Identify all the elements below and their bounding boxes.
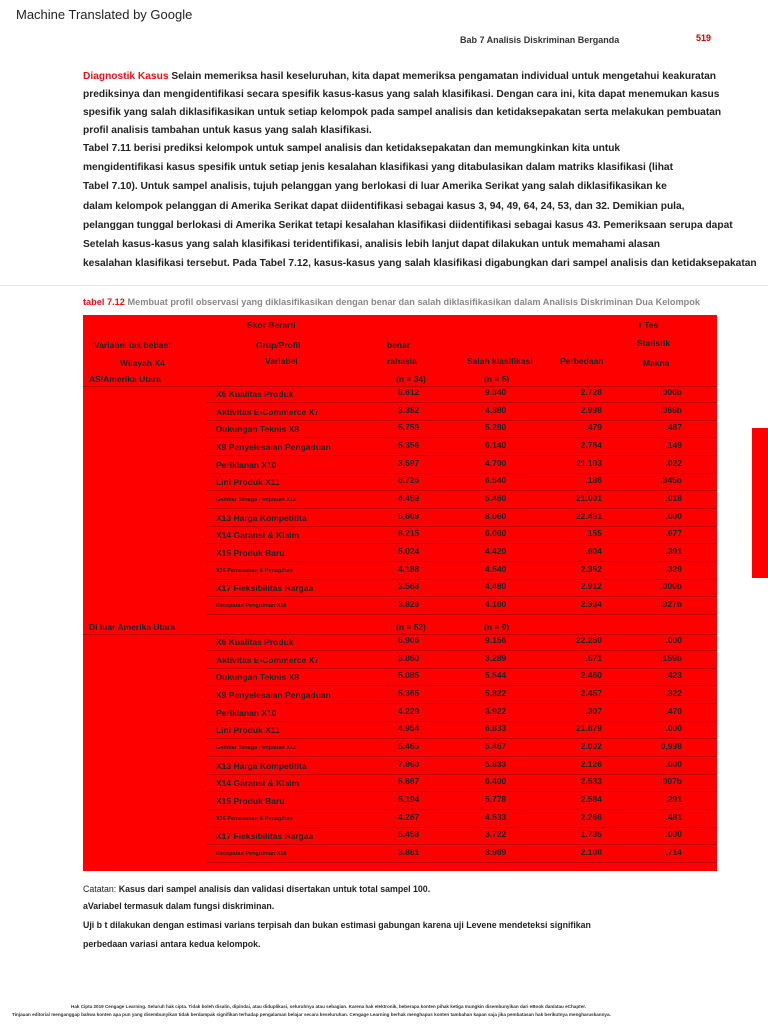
variable-name: Periklanan X10 [216,707,277,718]
significance: .068b [660,404,682,415]
mean-misclassified: 6.060 [485,528,507,539]
mean-misclassified: 6.400 [485,776,507,787]
case-diagnostics-heading: Diagnostik Kasus [83,71,169,82]
row-divider [207,827,717,828]
mean-misclassified: 5.460 [485,492,507,503]
note-catatan [83,884,430,894]
variable-name: Kecepatan Pengiriman X18 [216,602,287,609]
mean-misclassified: 5.778 [485,793,507,804]
mean-misclassified: 5.822 [485,687,507,698]
mean-correct: 5.458 [398,829,420,840]
section-divider [0,285,768,286]
mean-misclassified: 6.540 [485,475,507,486]
mean-correct: 6.906 [398,635,420,645]
row-divider [207,526,717,527]
variable-name: Periklanan X10 [216,459,277,470]
header-group-profile: Grup/Profil [256,340,301,350]
row-divider [207,596,717,597]
paragraph-line: Selain memeriksa hasil keseluruhan, kita dapat memeriksa pengamatan individual untuk mengetahui keakuratan [168,71,716,82]
table-label: tabel 7.12 [83,297,125,307]
note-label: Catatan: [83,884,117,894]
row-divider [207,402,717,403]
variable-name: Lini Produk X11 [216,477,280,488]
variable-name: X15 Produk Baru [216,547,285,558]
machine-translation-banner: Machine Translated by Google [16,7,193,22]
mean-correct: 5.365 [398,687,420,698]
profile-table [83,315,717,871]
mean-misclassified: 4.420 [485,545,507,556]
significance: .000 [665,829,682,840]
variable-name: X14 Garansi & Klaim [216,530,300,541]
note-b-line2: perbedaan variasi antara kedua kelompok. [83,939,261,949]
variable-name: Aktivitas E-Commerce X7 [216,654,319,665]
mean-misclassified: 5.544 [485,670,507,681]
header-variabel: Variabel [265,356,298,366]
mean-misclassified: 5.280 [485,422,507,433]
variable-name: Kecepatan Pengiriman X18 [216,850,287,857]
mean-correct: 4.459 [398,492,420,503]
paragraph-line: dalam kelompok pelanggan di Amerika Serikat dapat diidentifikasi sebagai kasus 3, 94, 49, 64, 24, 53, dan 32. Demikian pula, [83,200,685,212]
mean-difference: 2.460 [580,670,602,681]
group-n-correct: (n = 34) [396,374,426,384]
header-makna: Makna [643,358,670,368]
mean-correct: 5.759 [398,422,420,433]
mean-correct: 3.881 [398,846,420,857]
significance: .423 [665,670,682,681]
group-n-misclassified: (n = 9) [484,622,510,632]
significance: .677 [665,528,682,539]
header-region: Wilayah X4 [120,358,165,368]
paragraph-line: pelanggan tunggal berlokasi di Amerika Serikat tetapi kesalahan klasifikasi diidentifikasi sebagai kasus 43. Pemeriksaan serupa dapat [83,219,733,231]
significance: .291 [665,793,682,804]
mean-difference: 2.334 [580,598,602,609]
note-b-line1: Uji b t dilakukan dengan estimasi varians terpisah dan bukan estimasi gabungan karena uji Levene mendeteksi signifikan [83,920,591,930]
header-dependent-var: Variabel tak bebas: [94,340,172,350]
significance: .391 [665,545,682,556]
mean-misclassified: 4.540 [485,563,507,574]
row-divider [207,437,717,438]
mean-difference: 22.451 [576,510,602,521]
variable-name: X15 Produk Baru [216,795,285,806]
mean-correct: 4.954 [398,723,420,734]
mean-difference: 2.533 [580,776,602,787]
header-rahasia: rahasia [387,356,417,366]
mean-misclassified: 5.467 [485,740,507,751]
row-divider [207,543,717,544]
header-benar: benar [387,340,411,350]
mean-correct: 3.826 [398,598,420,609]
mean-misclassified: 8.060 [485,510,507,521]
mean-correct: 5.609 [398,510,420,521]
paragraph-line: Tabel 7.11 berisi prediksi kelompok untuk sampel analisis dan ketidaksepakatan dan memungkinkan kita untuk [83,143,621,154]
variable-name: X14 Garansi & Klaim [216,778,300,789]
editorial-line: Tinjauan editorial menganggap bahwa konten apa pun yang disembunyikan tidak berdampak signifikan terhadap pengalaman belajar secara keseluruhan. Cengage Learning berhak menghapus konten tambahan kapan saja jika pembatasan hak berikutnya mengharuskannya. [12,1012,611,1017]
mean-misclassified: 3.922 [485,705,507,716]
variable-name: X16 Pemesanan & Penagihan [216,567,293,574]
mean-difference: 21.103 [576,457,602,468]
paragraph-case-diagnostics [83,68,721,140]
row-divider [207,721,717,722]
side-tab-marker [752,428,768,578]
paragraph-table-7-11 [83,139,757,273]
mean-misclassified: 4.380 [485,404,507,415]
significance: .149 [665,439,682,450]
group-label: AS/Amerika Utara [89,374,161,384]
mean-correct: 5.194 [398,793,420,804]
row-divider [207,738,717,739]
significance: .159b [660,652,682,663]
mean-correct: 5.867 [398,776,420,787]
mean-difference: 2.457 [580,687,602,698]
significance: .481 [665,811,682,822]
row-divider [207,473,717,474]
row-divider [207,774,717,775]
mean-correct: 3.568 [398,581,420,592]
row-divider [207,844,717,845]
mean-difference: 2.126 [580,758,602,769]
group-n-correct: (n = 52) [396,622,426,632]
copyright-line: Hak Cipta 2019 Cengage Learning. Seluruh hak cipta. Tidak boleh disalin, dipindai, atau diduplikasi, seluruhnya atau sebagian. Karena hak elektronik, beberapa konten pihak ketiga mungkin disembunyikan dari eBook dan/atau eChapter. [71,1004,587,1009]
variable-name: Dukungan Teknis X8 [216,672,299,683]
row-divider [207,756,717,757]
group-n-misclassified: (n = 5) [484,374,510,384]
row-divider [207,668,717,669]
variable-name: X16 Pemesanan & Penagihan [216,815,293,822]
row-divider [207,579,717,580]
variable-name: Gambar Tenaga Penjualan X12 [216,744,296,751]
significance: .487 [665,422,682,433]
paragraph-line: Setelah kasus-kasus yang salah klasifikasi teridentifikasi, analisis lebih lanjut dapat dilakukan untuk memahami alasan [83,238,660,250]
mean-misclassified: 9.156 [485,635,507,645]
mean-misclassified: 3.989 [485,846,507,857]
row-divider [207,685,717,686]
mean-correct: 3.597 [398,457,420,468]
chapter-header: Bab 7 Analisis Diskriminan Berganda [460,35,620,45]
variable-name: Aktivitas E-Commerce X7 [216,406,319,417]
significance: .000 [665,635,682,645]
mean-misclassified: 5.833 [485,758,507,769]
row-divider [207,791,717,792]
mean-difference: .479 [585,422,602,433]
mean-difference: 2.266 [580,811,602,822]
paragraph-line: spesifik yang salah diklasifikasikan untuk setiap kelompok pada sampel analisis dan ketidaksepakatan serta melakukan pembuatan [83,107,722,118]
header-skor: Skor Berarti [247,320,296,330]
mean-difference: 21.879 [576,723,602,734]
variable-name: X17 Fleksibilitas Hargaa [216,583,314,594]
mean-correct: 4.188 [398,563,420,574]
header-salah: Salah klasifikasi [467,356,533,366]
mean-misclassified: 4.700 [485,457,507,468]
group-label: Di luar Amerika Utara [89,622,176,632]
mean-difference: 1.735 [580,829,602,840]
significance: .000b [660,387,682,397]
variable-name: Lini Produk X11 [216,725,280,736]
significance: .714 [665,846,682,857]
mean-misclassified: 4.480 [485,581,507,592]
mean-misclassified: 6.140 [485,439,507,450]
paragraph-line: mengidentifikasi kasus spesifik untuk setiap jenis kesalahan klasifikasi yang ditabulasikan dalam matriks klasifikasi (lihat [83,162,673,174]
mean-correct: 6.215 [398,528,420,539]
header-perbedaan: Perbedaan [560,356,604,366]
significance: .322 [665,687,682,698]
row-divider [207,420,717,421]
significance: .000 [665,723,682,734]
paragraph-line: profil analisis tambahan untuk kasus yang salah klasifikasi. [83,125,372,136]
variable-name: Gambar Tenaga Penjualan X12 [216,496,296,503]
mean-difference: 2.728 [580,387,602,397]
row-divider [207,650,717,651]
note-text: Kasus dari sampel analisis dan validasi disertakan untuk total sampel 100. [116,884,431,894]
row-divider [207,455,717,456]
significance: .022 [665,457,682,468]
mean-difference: 2.784 [580,439,602,450]
table-caption [83,297,700,307]
row-divider [207,561,717,562]
mean-correct: 5.356 [398,439,420,450]
mean-correct: 5.465 [398,740,420,751]
mean-difference: .571 [585,652,602,663]
mean-difference: 2.352 [580,563,602,574]
mean-misclassified: 4.160 [485,598,507,609]
header-statistik: Statistik [637,338,671,348]
mean-difference: 2.584 [580,793,602,804]
mean-misclassified: 9.340 [485,387,507,397]
significance: .000 [665,758,682,769]
significance: .000 [665,510,682,521]
row-divider [207,490,717,491]
mean-difference: 22.250 [576,635,602,645]
mean-difference: .604 [585,545,602,556]
mean-correct: 5.024 [398,545,420,556]
variable-name: X13 Harga Kompetitita [216,760,307,771]
mean-correct: 3.382 [398,404,420,415]
mean-correct: 5.085 [398,670,420,681]
row-divider [207,508,717,509]
mean-difference: 2.108 [580,846,602,857]
header-t-tes: t Tes [639,320,659,330]
variable-name: X17 Fleksibilitas Hargaa [216,831,314,842]
row-divider [207,809,717,810]
row-divider [207,614,717,615]
mean-correct: 7.960 [398,758,420,769]
mean-misclassified: 6.833 [485,723,507,734]
mean-difference: .186 [585,475,602,486]
table-caption-text: Membuat profil observasi yang diklasifikasikan dengan benar dan salah diklasifikasikan dalam Analisis Diskriminan Dua Kelompok [124,297,700,307]
mean-difference: 2.912 [580,581,602,592]
variable-name: X6 Kualitas Produk [216,637,294,647]
significance: 0,998 [660,740,682,751]
mean-correct: 4.229 [398,705,420,716]
mean-misclassified: 3.722 [485,829,507,840]
variable-name: Dukungan Teknis X8 [216,424,299,435]
paragraph-line: prediksinya dan mengidentifikasi secara spesifik kasus-kasus yang salah klasifikasi. Dengan cara ini, kita dapat menemukan kasus [83,89,720,100]
mean-correct: 6.726 [398,475,420,486]
significance: .007b [660,776,682,787]
mean-misclassified: 3.289 [485,652,507,663]
paragraph-line: Tabel 7.10). Untuk sampel analisis, tujuh pelanggan yang berlokasi di luar Amerika Serikat yang salah diklasifikasikan ke [83,181,667,193]
variable-name: X13 Harga Kompetitita [216,512,307,523]
variable-name: X9 Penyelesaian Pengaduan [216,689,331,700]
mean-correct: 3.860 [398,652,420,663]
significance: .345b [660,475,682,486]
significance: .329 [665,563,682,574]
mean-difference: .155 [585,528,602,539]
significance: .027b [660,598,682,609]
significance: .000b [660,581,682,592]
mean-difference: 2.998 [580,404,602,415]
significance: .470 [665,705,682,716]
page-number: 519 [696,33,712,43]
row-divider [207,703,717,704]
note-a: aVariabel termasuk dalam fungsi diskriminan. [83,901,275,911]
mean-misclassified: 4.533 [485,811,507,822]
mean-difference: 21.001 [576,492,602,503]
mean-correct: 4.267 [398,811,420,822]
row-divider [207,862,717,863]
paragraph-line: kesalahan klasifikasi tersebut. Pada Tabel 7.12, kasus-kasus yang salah klasifikasi digabungkan dari sampel analisis dan ketidaksepakatan [83,258,757,270]
variable-name: X9 Penyelesaian Pengaduan [216,441,331,452]
variable-name: X6 Kualitas Produk [216,389,294,399]
mean-difference: .307 [585,705,602,716]
mean-difference: 2.002 [580,740,602,751]
mean-correct: 8.612 [398,387,420,397]
significance: .018 [665,492,682,503]
